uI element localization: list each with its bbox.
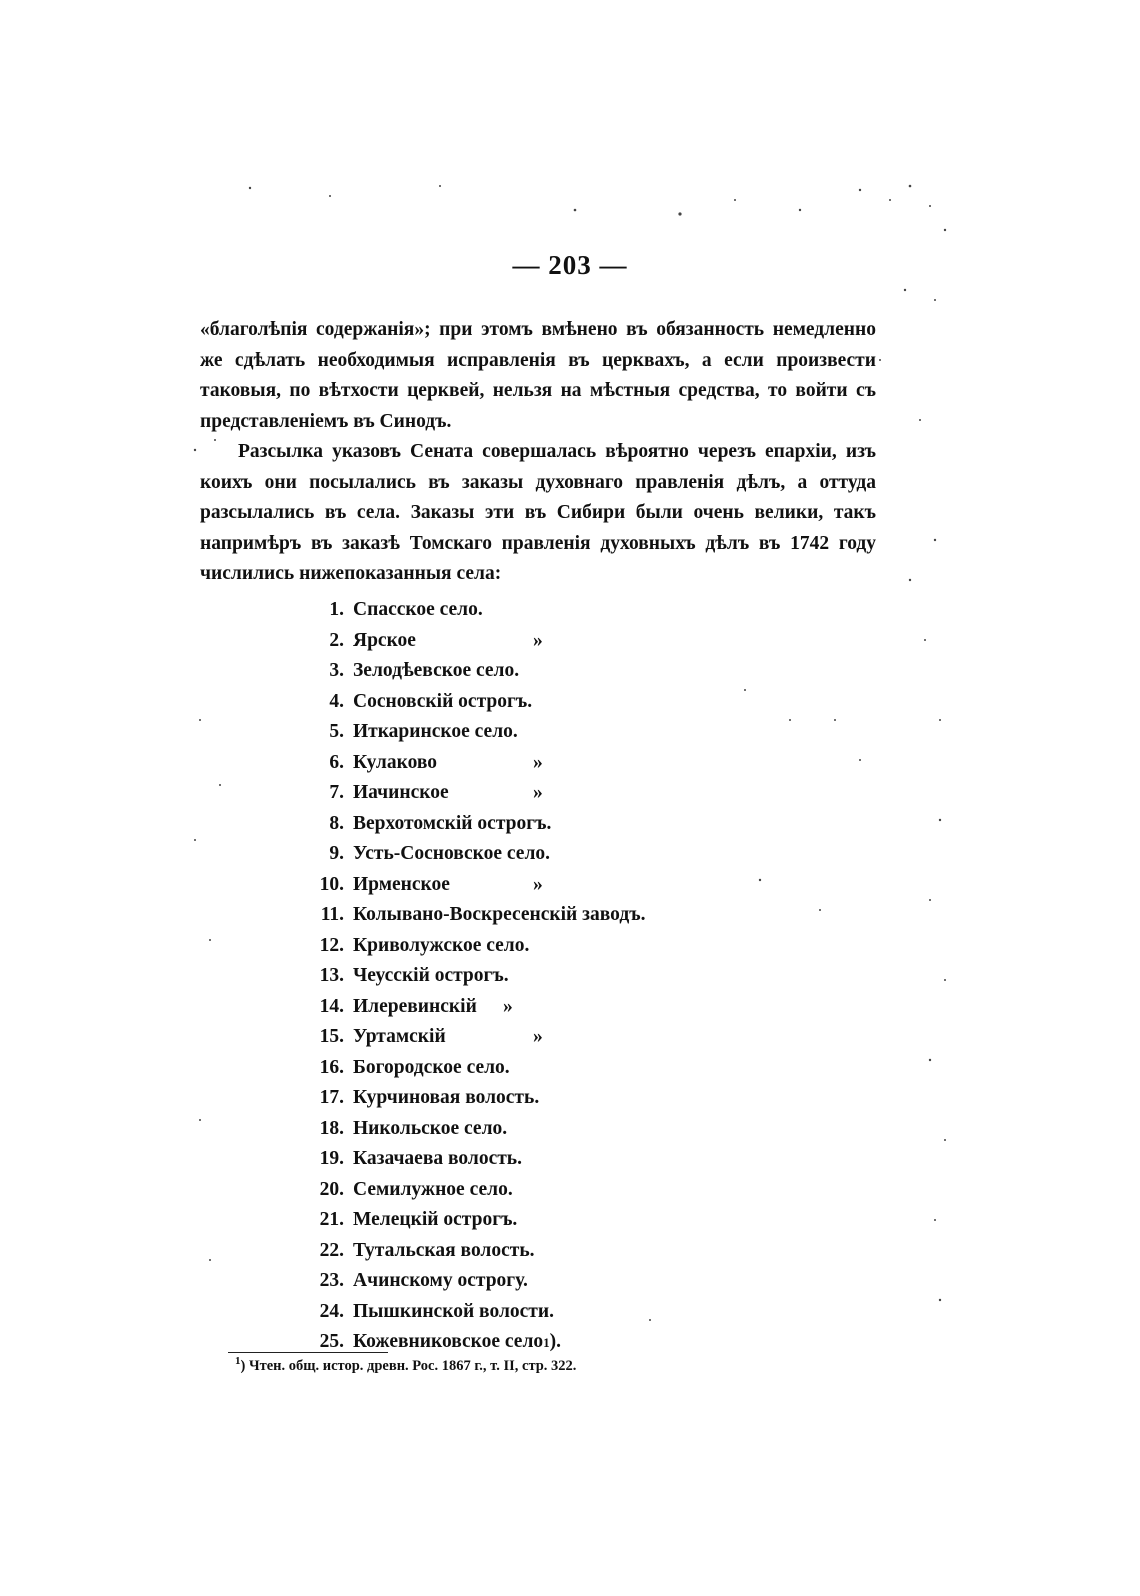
paragraph-2: Разсылка указовъ Сената совершалась вѣроятно черезъ епархіи, изъ коихъ они посылались въ заказы духовнаго правленія дѣлъ, а оттуда разсылались въ села. Заказы эти въ Сибири были очень велики, такъ напримѣръ въ заказѣ Томскаго правленія духовныхъ дѣлъ въ 1742 году числились нижепоказанныя села: [200, 441, 876, 584]
list-item-number: 6. [329, 751, 344, 773]
list-item-name: Богородское село. [353, 1056, 510, 1078]
list-item-name: Колывано-Воскресенскій заводъ. [353, 904, 646, 925]
list-item-name: Кожевниковское село [353, 1331, 544, 1352]
list-item-number: 15. [319, 1026, 344, 1047]
list-item-name: Тутальская волость. [353, 1239, 535, 1261]
list-item-number: 14. [319, 995, 344, 1017]
footnote-reference-suffix: ). [549, 1331, 562, 1352]
list-item-name: Казачаева волость. [353, 1148, 522, 1169]
ditto-mark: » [503, 995, 513, 1017]
list-item-number: 16. [319, 1056, 344, 1078]
list-item-number: 3. [329, 660, 344, 681]
footnote-mark: 1 [235, 1355, 241, 1368]
list-item-number: 7. [329, 782, 344, 803]
list-item-number: 8. [329, 812, 344, 834]
list-item-number: 1. [329, 599, 344, 620]
list-item-number: 24. [319, 1300, 344, 1322]
list-item-name: Верхотомскій острогъ. [353, 812, 552, 834]
list-item-number: 23. [319, 1270, 344, 1291]
list-item-name: Чеусскій острогъ. [353, 965, 509, 986]
list-item-name: Усть-Сосновское село. [353, 843, 551, 864]
ditto-mark: » [533, 629, 543, 651]
list-item-name: Зелодѣевское село. [353, 660, 520, 681]
list-item-name: Сосновскій острогъ. [353, 690, 533, 712]
list-item: 25. Кожевниковское село 1 ). [290, 1327, 850, 1358]
list-item-number: 25. [319, 1331, 344, 1352]
list-item-name: Курчиновая волость. [353, 1087, 540, 1108]
list-item-number: 13. [319, 965, 344, 986]
list-item-number: 10. [319, 873, 344, 895]
list-item-name: Уртамскій [353, 1026, 446, 1047]
list-item-name: Спасское село. [353, 599, 483, 620]
paragraph-1: «благолѣпія содержанія»; при этомъ вмѣнено въ обязанность немедленно же сдѣлать необходимыя исправленія въ церквахъ, а если произвести таковыя, по вѣтхости церквей, нельзя на мѣстныя средства, то войти съ представленіемъ въ Синодъ. [200, 319, 876, 432]
list-item-name: Ирменское [353, 873, 450, 895]
list-item-number: 18. [319, 1117, 344, 1139]
list-item-name: Семилужное село. [353, 1178, 513, 1200]
list-item-number: 21. [319, 1209, 344, 1230]
list-item-number: 22. [319, 1239, 344, 1261]
footnote-text: ) Чтен. общ. истор. древн. Рос. 1867 г., т. II, стр. 322. [240, 1358, 577, 1374]
list-item-name: Илеревинскій [353, 995, 477, 1017]
list-item-number: 19. [319, 1148, 344, 1169]
list-item-number: 12. [319, 934, 344, 956]
list-item-number: 5. [329, 721, 344, 742]
list-item-name: Иткаринское село. [353, 721, 518, 742]
ditto-mark: » [533, 873, 543, 895]
list-item-name: Ачинскому острогу. [353, 1270, 528, 1291]
ditto-mark: » [533, 1026, 543, 1047]
list-item-number: 9. [329, 843, 344, 864]
list-item-name: Кулаково [353, 751, 437, 773]
list-item-name: Иачинское [353, 782, 449, 803]
list-item-name: Ярское [353, 629, 416, 651]
list-item-number: 2. [329, 629, 344, 651]
list-item-name: Мелецкій острогъ. [353, 1209, 518, 1230]
page-number: — 203 — [512, 250, 628, 280]
list-item-number: 11. [320, 904, 344, 925]
list-item-name: Пышкинской волости. [353, 1300, 554, 1322]
ditto-mark: » [533, 751, 543, 773]
list-item-name: Криволужское село. [353, 934, 530, 956]
list-item-number: 4. [329, 690, 344, 712]
list-item-number: 17. [319, 1087, 344, 1108]
list-item-number: 20. [319, 1178, 344, 1200]
list-item-name: Никольское село. [353, 1117, 508, 1139]
ditto-mark: » [533, 782, 543, 803]
